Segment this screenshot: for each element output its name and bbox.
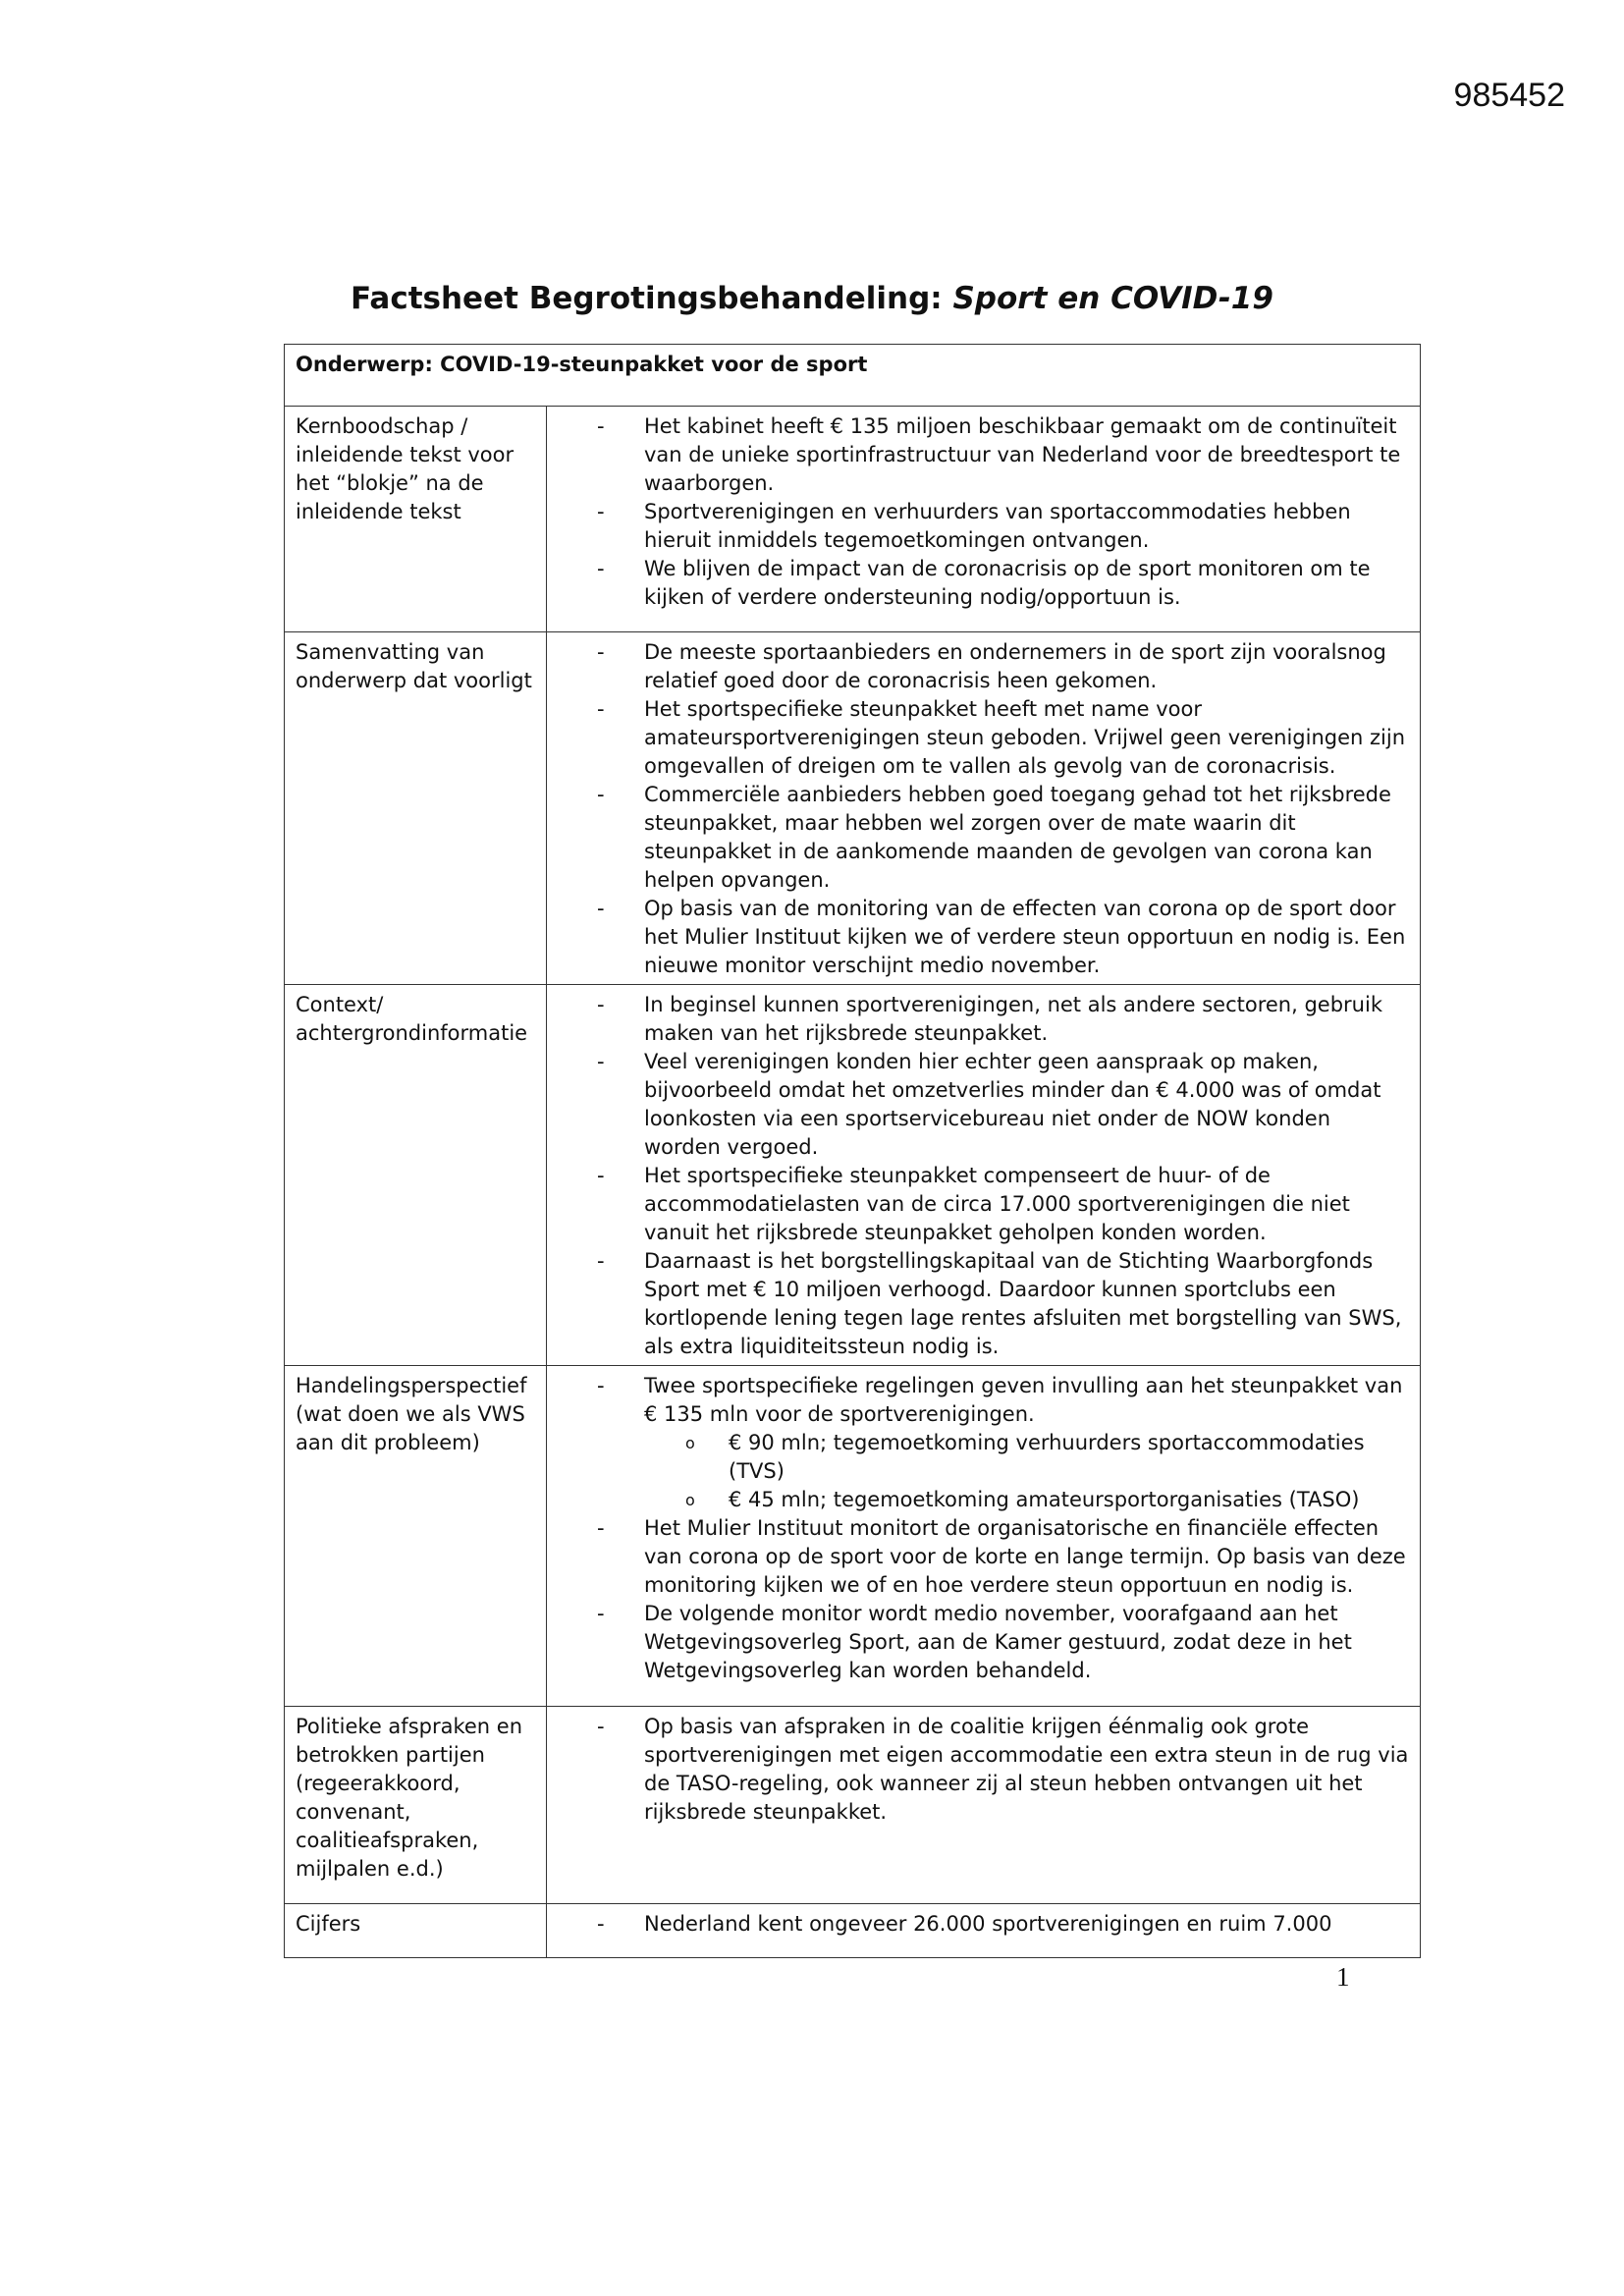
- list-item: [558, 412, 1410, 498]
- dash-bullet-icon: -: [597, 1164, 605, 1187]
- bullet-list: [558, 1372, 1410, 1685]
- list-item: [558, 991, 1410, 1048]
- factsheet-table: [284, 344, 1421, 1958]
- dash-bullet-icon: -: [597, 1374, 605, 1397]
- sub-bullet-list: [644, 1429, 1410, 1514]
- list-item-text: Op basis van afspraken in de coalitie krijgen éénmalig ook grote sportverenigingen met eigen accommodatie een extra steun in de rug via de TASO-regeling, ook wanneer zij al steun hebben ontvangen uit het rijksbrede steunpakket.: [644, 1715, 1409, 1824]
- title-italic: Sport en COVID-19: [952, 281, 1273, 316]
- list-item: [558, 638, 1410, 695]
- list-item: [558, 498, 1410, 555]
- row-label-kernboodschap: Kernboodschap / inleidende tekst voor het “blokje” na de inleidende tekst: [285, 407, 547, 632]
- row-content-context: [547, 985, 1421, 1366]
- dash-bullet-icon: -: [597, 697, 605, 721]
- table-row: [285, 407, 1421, 632]
- list-item: [558, 1048, 1410, 1162]
- table-row: [285, 985, 1421, 1366]
- dash-bullet-icon: -: [597, 414, 605, 438]
- sub-list-item-text: € 45 mln; tegemoetkoming amateursportorganisaties (TASO): [729, 1488, 1360, 1511]
- dash-bullet-icon: -: [597, 1602, 605, 1625]
- row-label-cijfers: Cijfers: [285, 1904, 547, 1958]
- dash-bullet-icon: -: [597, 1249, 605, 1273]
- title-main: Factsheet Begrotingsbehandeling:: [351, 281, 943, 316]
- list-item-text: In beginsel kunnen sportverenigingen, net als andere sectoren, gebruik maken van het rijksbrede steunpakket.: [644, 993, 1382, 1045]
- dash-bullet-icon: -: [597, 993, 605, 1016]
- list-item: [558, 1514, 1410, 1600]
- dash-bullet-icon: -: [597, 557, 605, 580]
- sub-list-item: [644, 1486, 1410, 1514]
- subject-heading: Onderwerp: COVID-19-steunpakket voor de sport: [285, 345, 1421, 407]
- list-item: [558, 781, 1410, 895]
- document-id: 985452: [1453, 77, 1565, 114]
- list-item-text: Veel verenigingen konden hier echter geen aanspraak op maken, bijvoorbeeld omdat het omzetverlies minder dan € 4.000 was of omdat loonkosten via een sportservicebureau niet onder de NOW konden worden vergoed.: [644, 1050, 1381, 1159]
- dash-bullet-icon: -: [597, 783, 605, 806]
- bullet-list: [558, 412, 1410, 612]
- list-item: [558, 695, 1410, 781]
- list-item: [558, 895, 1410, 980]
- list-item-text: Het kabinet heeft € 135 miljoen beschikbaar gemaakt om de continuïteit van de unieke sportinfrastructuur van Nederland voor de breedtesport te waarborgen.: [644, 414, 1401, 495]
- list-item-text: Op basis van de monitoring van de effecten van corona op de sport door het Mulier Instituut kijken we of verdere steun opportuun en nodig is. Een nieuwe monitor verschijnt medio november.: [644, 897, 1406, 977]
- list-item-text: De meeste sportaanbieders en ondernemers in de sport zijn vooralsnog relatief goed door de coronacrisis heen gekomen.: [644, 640, 1386, 692]
- list-item: [558, 1162, 1410, 1247]
- subject-row: [285, 345, 1421, 407]
- list-item: [558, 1600, 1410, 1685]
- list-item-text: Het Mulier Instituut monitort de organisatorische en financiële effecten van corona op de sport voor de korte en lange termijn. Op basis van deze monitoring kijken we of en hoe verdere steun opportuun en nodig is.: [644, 1516, 1406, 1597]
- dash-bullet-icon: -: [597, 1516, 605, 1540]
- dash-bullet-icon: -: [597, 500, 605, 523]
- dash-bullet-icon: -: [597, 1912, 605, 1936]
- row-label-handelingsperspectief: Handelingsperspectief (wat doen we als VWS aan dit probleem): [285, 1366, 547, 1707]
- row-content-cijfers: [547, 1904, 1421, 1958]
- row-content-handelingsperspectief: [547, 1366, 1421, 1707]
- table-row: [285, 1366, 1421, 1707]
- list-item: [558, 1372, 1410, 1514]
- list-item-text: Nederland kent ongeveer 26.000 sportverenigingen en ruim 7.000: [644, 1912, 1332, 1936]
- bullet-list: [558, 1910, 1410, 1939]
- list-item-text: Sportverenigingen en verhuurders van sportaccommodaties hebben hieruit inmiddels tegemoetkomingen ontvangen.: [644, 500, 1351, 552]
- list-item: [558, 555, 1410, 612]
- bullet-list: [558, 638, 1410, 980]
- bullet-list: [558, 991, 1410, 1361]
- list-item-text: We blijven de impact van de coronacrisis op de sport monitoren om te kijken of verdere ondersteuning nodig/opportuun is.: [644, 557, 1371, 609]
- dash-bullet-icon: -: [597, 640, 605, 664]
- row-content-politieke-afspraken: [547, 1707, 1421, 1904]
- sub-list-item: [644, 1429, 1410, 1486]
- list-item-text: Het sportspecifieke steunpakket heeft met name voor amateursportverenigingen steun geboden. Vrijwel geen verenigingen zijn omgevallen of dreigen om te vallen als gevolg van de coronacrisis.: [644, 697, 1406, 778]
- list-item: [558, 1247, 1410, 1361]
- list-item: [558, 1910, 1410, 1939]
- sub-list-item-text: € 90 mln; tegemoetkoming verhuurders sportaccommodaties (TVS): [729, 1431, 1365, 1483]
- row-label-politieke-afspraken: Politieke afspraken en betrokken partijen (regeerakkoord, convenant, coalitieafspraken, mijlpalen e.d.): [285, 1707, 547, 1904]
- list-item-text: Commerciële aanbieders hebben goed toegang gehad tot het rijksbrede steunpakket, maar hebben wel zorgen over de mate waarin dit steunpakket in de aankomende maanden de gevolgen van corona kan helpen opvangen.: [644, 783, 1391, 892]
- page-number: 1: [1336, 1962, 1350, 1992]
- dash-bullet-icon: -: [597, 1715, 605, 1738]
- circle-bullet-icon: o: [685, 1434, 695, 1452]
- page-title: [0, 281, 1624, 316]
- list-item-text: Het sportspecifieke steunpakket compenseert de huur- of de accommodatielasten van de circa 17.000 sportverenigingen die niet vanuit het rijksbrede steunpakket geholpen konden worden.: [644, 1164, 1350, 1244]
- list-item-text: De volgende monitor wordt medio november, voorafgaand aan het Wetgevingsoverleg Sport, aan de Kamer gestuurd, zodat deze in het Wetgevingsoverleg kan worden behandeld.: [644, 1602, 1352, 1682]
- list-item-text: Daarnaast is het borgstellingskapitaal van de Stichting Waarborgfonds Sport met € 10 miljoen verhoogd. Daardoor kunnen sportclubs een kortlopende lening tegen lage rentes afsluiten met borgstelling van SWS, als extra liquiditeitssteun nodig is.: [644, 1249, 1402, 1358]
- row-content-kernboodschap: [547, 407, 1421, 632]
- table-row: [285, 1707, 1421, 1904]
- row-label-samenvatting: Samenvatting van onderwerp dat voorligt: [285, 632, 547, 985]
- list-item: [558, 1713, 1410, 1827]
- circle-bullet-icon: o: [685, 1491, 695, 1509]
- row-label-context: Context/ achtergrondinformatie: [285, 985, 547, 1366]
- table-row: [285, 1904, 1421, 1958]
- dash-bullet-icon: -: [597, 1050, 605, 1073]
- dash-bullet-icon: -: [597, 897, 605, 920]
- bullet-list: [558, 1713, 1410, 1827]
- table-row: [285, 632, 1421, 985]
- list-item-text: Twee sportspecifieke regelingen geven invulling aan het steunpakket van € 135 mln voor de sportverenigingen.: [644, 1374, 1403, 1426]
- row-content-samenvatting: [547, 632, 1421, 985]
